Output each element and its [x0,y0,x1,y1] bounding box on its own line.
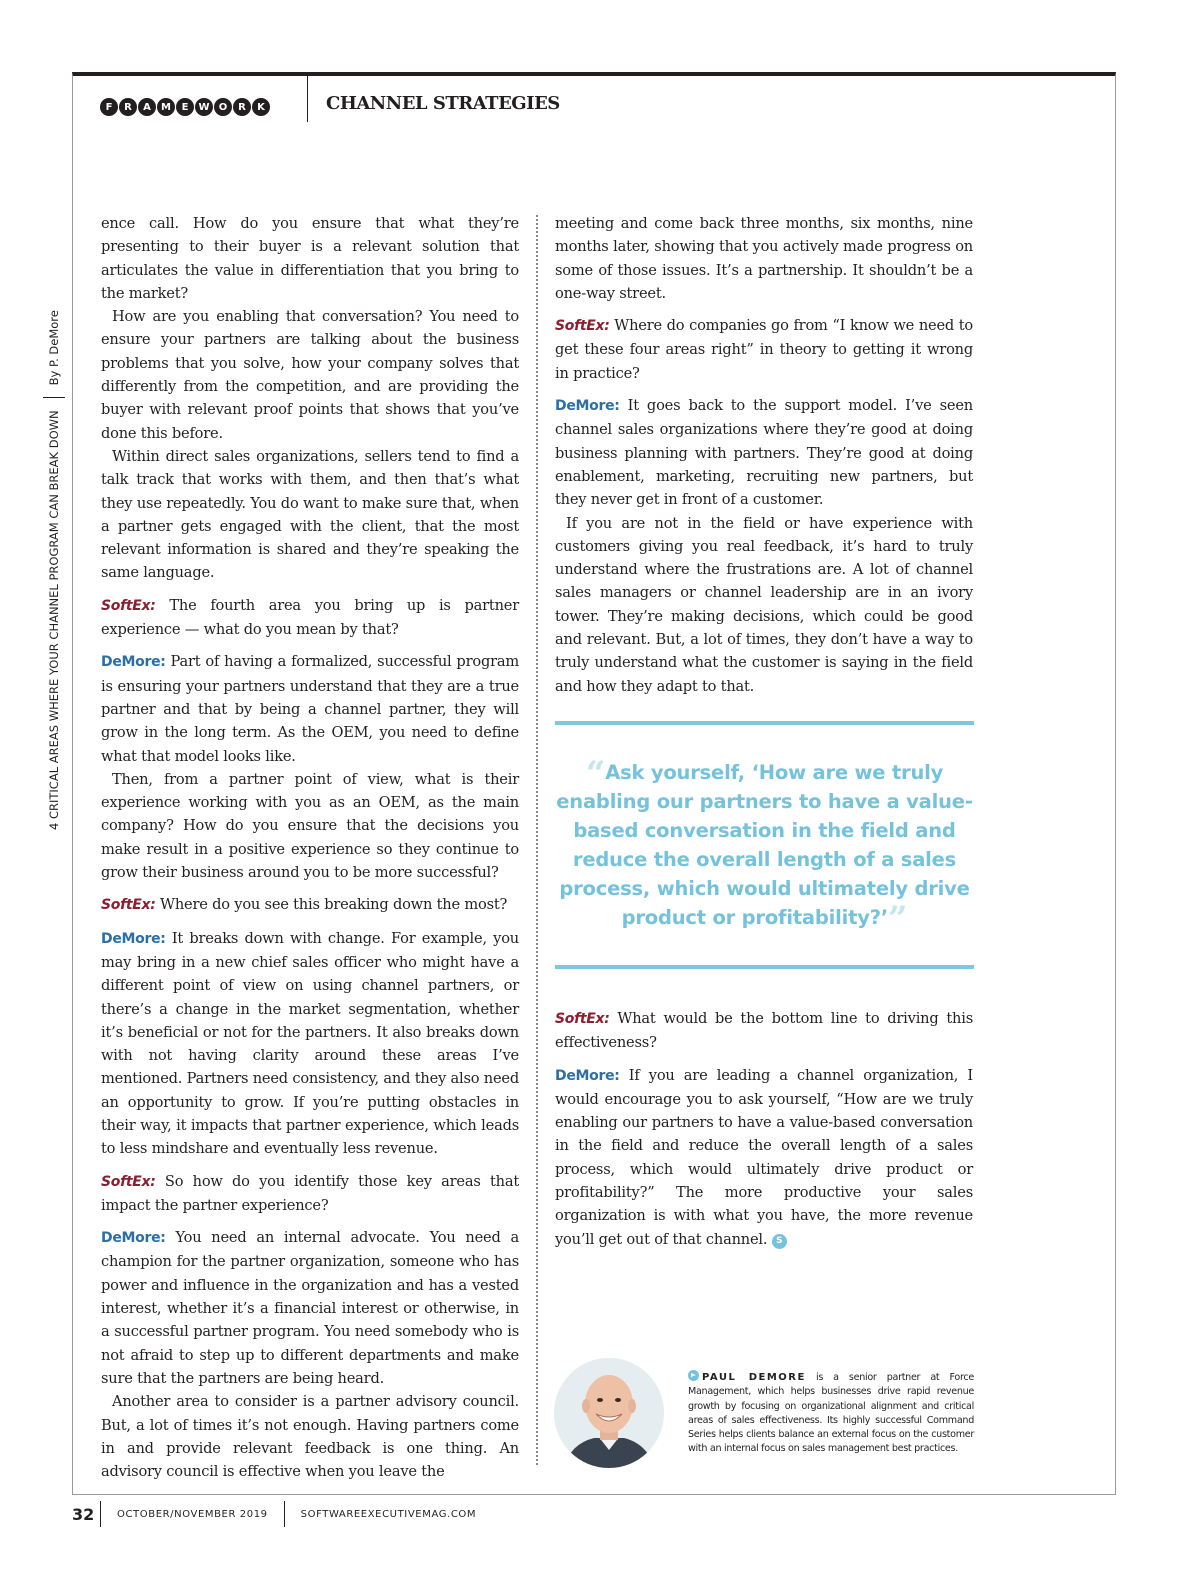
paragraph: Within direct sales organizations, sellers tend to find a talk track that works with them, and then that’s what they use repeatedly. You do want to make sure that, when a partner gets engaged with the client, that the most relevant information is shared and they’re speaking the same language. [101,447,519,582]
question-text: Where do companies go from “I know we need to get these four areas right” in theory to getting it wrong in practice? [555,317,973,382]
author-photo [554,1358,664,1468]
question-text: What would be the bottom line to driving this effectiveness? [555,1010,973,1052]
paragraph: meeting and come back three months, six months, nine months later, showing that you actively made progress on some of those issues. It’s a partnership. It shouldn’t be a one-way street. [555,215,973,302]
answer-text: It breaks down with change. For example, you may bring in a new chief sales officer who might have a different point of view on using channel partners, or there’s a change in the market segmentation, whether it’s beneficial or not for the partners. It also breaks down with not having clarity around these areas I’ve mentioned. Partners need consistency, and they also need an opportunity to grow. If you’re putting obstacles in their way, it impacts that partner experience, which leads to less mindshare and eventually less revenue. [101,929,519,1158]
footer [72,1500,476,1528]
author-bio [688,1370,974,1457]
answer-text: Part of having a formalized, successful program is ensuring your partners understand that they are a true partner and that by being a channel partner, they will grow in the long term. As the OEM, you need to define what that model looks like. [101,653,519,765]
question-paragraph [101,1170,519,1218]
pullquote-text: Ask yourself, ‘How are we truly enabling our partners to have a value-based conversation in the field and reduce the overall length of a sales process, which would ultimately drive product or profitability?’ [556,761,973,929]
framework-logo [100,98,270,116]
speaker-demore: DeMore: [555,1067,620,1084]
framework-letter: R [119,98,137,116]
end-mark-icon: S [772,1234,787,1249]
framework-letter: A [138,98,156,116]
answer-paragraph [555,1064,973,1251]
open-quote-icon: “ [585,754,606,794]
bio-text: is a senior partner at Force Management, which helps businesses drive rapid revenue growth by focusing on organizational alignment and critical areas of sales effectiveness. Its highly successful Command Series helps clients balance an external focus on the customer with an internal focus on sales management best practices. [688,1372,974,1455]
answer-text: If you are leading a channel organization, I would encourage you to ask yourself, “How are we truly enabling our partners to have a value-based conversation in the field and reduce the overall length of a sales process, which would ultimately drive product or profitability?” The more productive your sales organization is with what you have, the more revenue you’ll get out of that channel. [555,1066,973,1248]
footer-divider [100,1501,101,1527]
header [100,90,270,124]
column-right-lower [555,998,973,1251]
speaker-softex: SoftEx: [101,597,156,614]
speaker-demore: DeMore: [101,930,166,947]
pullquote [553,754,976,939]
pullquote-rule-bottom [555,965,974,969]
paragraph: Another area to consider is a partner advisory council. But, a lot of times it’s not enough. Having partners come in and provide relevant feedback is one thing. An advisory council is effective when you leave the [101,1393,519,1481]
column-left [101,212,519,1483]
header-divider [307,76,308,122]
framework-letter: W [195,98,213,116]
footer-divider [284,1501,285,1527]
answer-paragraph [101,650,519,767]
speaker-demore: DeMore: [555,398,620,415]
sidebar-headline [44,260,64,830]
sidebar-divider [43,397,65,398]
speaker-softex: SoftEx: [555,318,610,335]
pullquote-rule-top [555,721,974,725]
question-text: The fourth area you bring up is partner experience — what do you mean by that? [101,596,519,639]
answer-paragraph [101,1226,519,1390]
page-number: 32 [72,1504,95,1524]
author-name: PAUL DEMORE [702,1372,806,1383]
article-headline: 4 CRITICAL AREAS WHERE YOUR CHANNEL PROGRAM CAN BREAK DOWN [47,410,61,830]
section-title: CHANNEL STRATEGIES [326,93,560,114]
question-paragraph [555,314,973,385]
paragraph: If you are not in the field or have experience with customers giving you real feedback, it’s hard to truly understand where the frustrations are. A lot of channel sales managers or channel leadership are in an ivory tower. They’re making decisions, which could be good and relevant. But, a lot of times, they don’t have a way to truly understand what the customer is saying in the field and how they adapt to that. [555,514,973,695]
framework-letter: F [100,98,118,116]
speaker-softex: SoftEx: [101,897,156,914]
framework-letter: M [157,98,175,116]
framework-letter: E [176,98,194,116]
answer-text: You need an internal advocate. You need a champion for the partner organization, someone who has power and influence in the organization and has a vested interest, whether it’s a financial interest or otherwise, in a successful partner program. You need somebody who is not afraid to step up to different departments and make sure that the partners are being heard. [101,1229,519,1387]
column-divider [536,215,538,1465]
close-quote-icon: ” [888,899,908,939]
framework-letter: K [252,98,270,116]
column-right [555,212,973,698]
byline: By P. DeMore [47,310,61,386]
question-text: So how do you identify those key areas that impact the partner experience? [101,1172,519,1214]
answer-text: It goes back to the support model. I’ve seen channel sales organizations where they’re good at doing business planning with partners. They’re good at doing enablement, marketing, recruiting new partners, but they never get in front of a customer. [555,397,973,509]
question-paragraph [555,1007,973,1055]
arrow-right-icon [688,1370,699,1381]
paragraph: Then, from a partner point of view, what is their experience working with you as an OEM, as the main company? How do you ensure that the decisions you make result in a positive experience so they continue to grow their business around you to be more successful? [101,770,519,882]
question-paragraph [101,594,519,642]
framework-letter: R [233,98,251,116]
paragraph: How are you enabling that conversation? You need to ensure your partners are talking about the business problems that you solve, how your company solves that differently from the competition, and are providing the buyer with relevant proof points that shows that you’ve done this before. [101,308,519,442]
answer-paragraph [101,927,519,1161]
framework-letter: O [214,98,232,116]
website: SOFTWAREEXECUTIVEMAG.COM [300,1508,477,1520]
speaker-softex: SoftEx: [555,1011,610,1027]
question-paragraph [101,893,519,917]
speaker-softex: SoftEx: [101,1173,156,1190]
issue-date: OCTOBER/NOVEMBER 2019 [117,1508,268,1520]
question-text: Where do you see this breaking down the most? [155,896,508,914]
paragraph: ence call. How do you ensure that what they’re presenting to their buyer is a relevant solution that articulates the value in differentiation that you bring to the market? [101,215,519,302]
speaker-demore: DeMore: [101,654,166,671]
answer-paragraph [555,394,973,511]
speaker-demore: DeMore: [101,1230,166,1247]
